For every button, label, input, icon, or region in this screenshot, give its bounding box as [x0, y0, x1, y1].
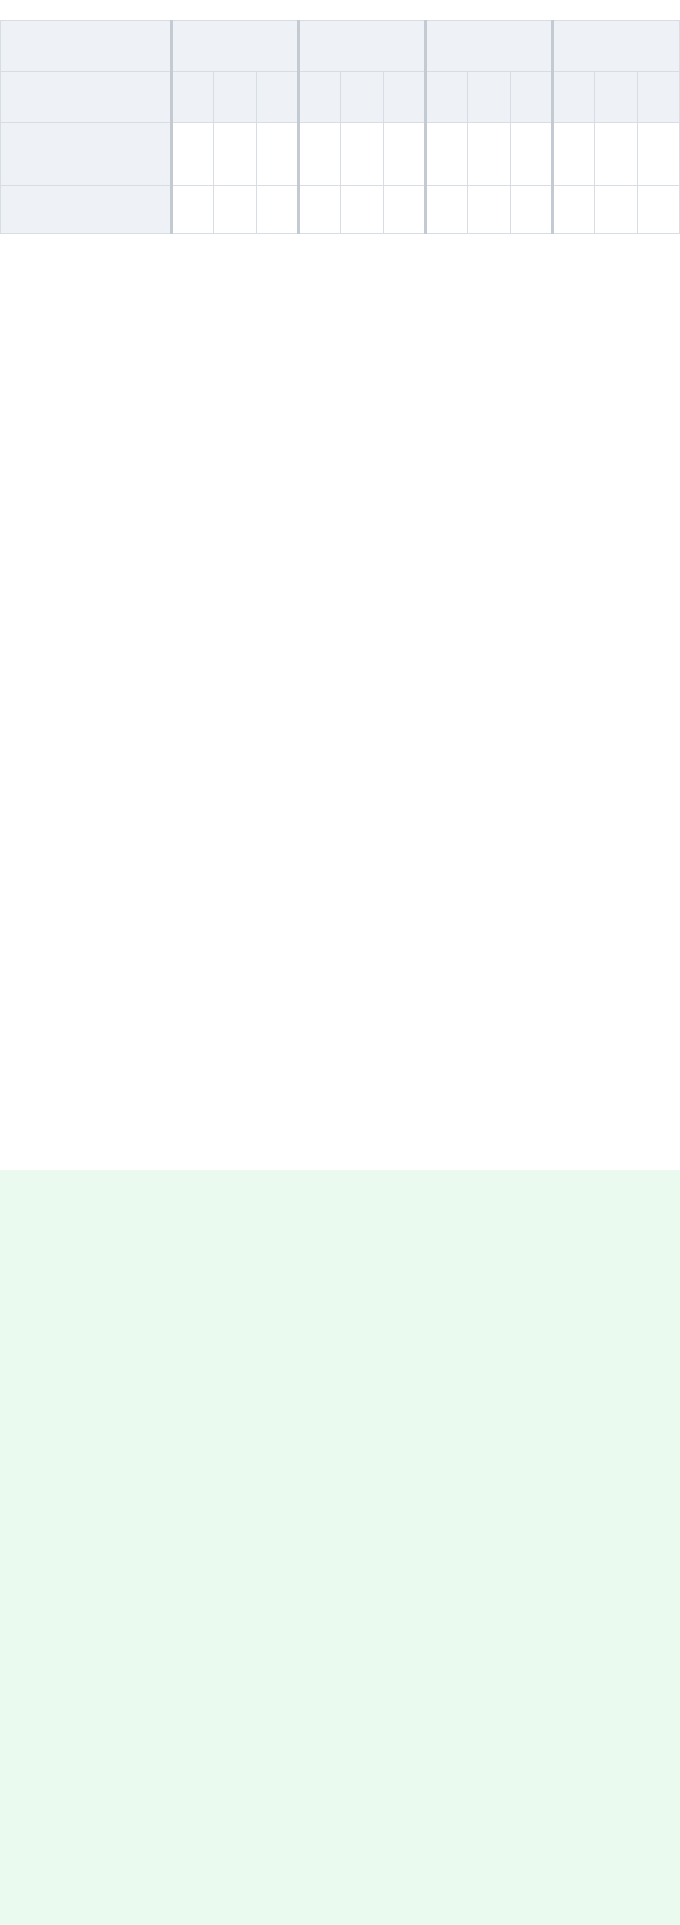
digit-cell [214, 123, 256, 186]
digit-cell [341, 123, 383, 186]
class-billions [172, 21, 299, 72]
rank-cell [637, 72, 679, 123]
row-label [1, 186, 172, 234]
class-millions [298, 21, 425, 72]
digit-cell [595, 123, 637, 186]
digit-cell [341, 186, 383, 234]
rank-cell [298, 72, 340, 123]
digit-cell [637, 123, 679, 186]
rank-cell [425, 72, 467, 123]
digit-cell [595, 186, 637, 234]
digit-cell [256, 123, 298, 186]
place-value-table [0, 20, 680, 234]
rank-cell [256, 72, 298, 123]
rank-cell [510, 72, 552, 123]
ranks-header [1, 72, 172, 123]
rank-cell [172, 72, 214, 123]
class-thousands [425, 21, 552, 72]
digit-cell [256, 186, 298, 234]
table-row [1, 186, 680, 234]
digit-cell [383, 123, 425, 186]
rank-cell [595, 72, 637, 123]
digit-cell [425, 186, 467, 234]
digit-cell [510, 186, 552, 234]
digit-cell [298, 123, 340, 186]
rank-cell [468, 72, 510, 123]
class-units [552, 21, 679, 72]
rank-cell [383, 72, 425, 123]
digit-cell [425, 123, 467, 186]
answer-highlight-background [0, 1170, 680, 1925]
row-label [1, 123, 172, 186]
rank-cell [552, 72, 594, 123]
digit-cell [468, 186, 510, 234]
digit-cell [637, 186, 679, 234]
digit-cell [552, 186, 594, 234]
rank-cell [214, 72, 256, 123]
classes-header [1, 21, 172, 72]
table-row [1, 123, 680, 186]
digit-cell [552, 123, 594, 186]
digit-cell [214, 186, 256, 234]
digit-cell [298, 186, 340, 234]
digit-cell [172, 186, 214, 234]
digit-cell [468, 123, 510, 186]
rank-cell [341, 72, 383, 123]
digit-cell [383, 186, 425, 234]
digit-cell [510, 123, 552, 186]
digit-cell [172, 123, 214, 186]
